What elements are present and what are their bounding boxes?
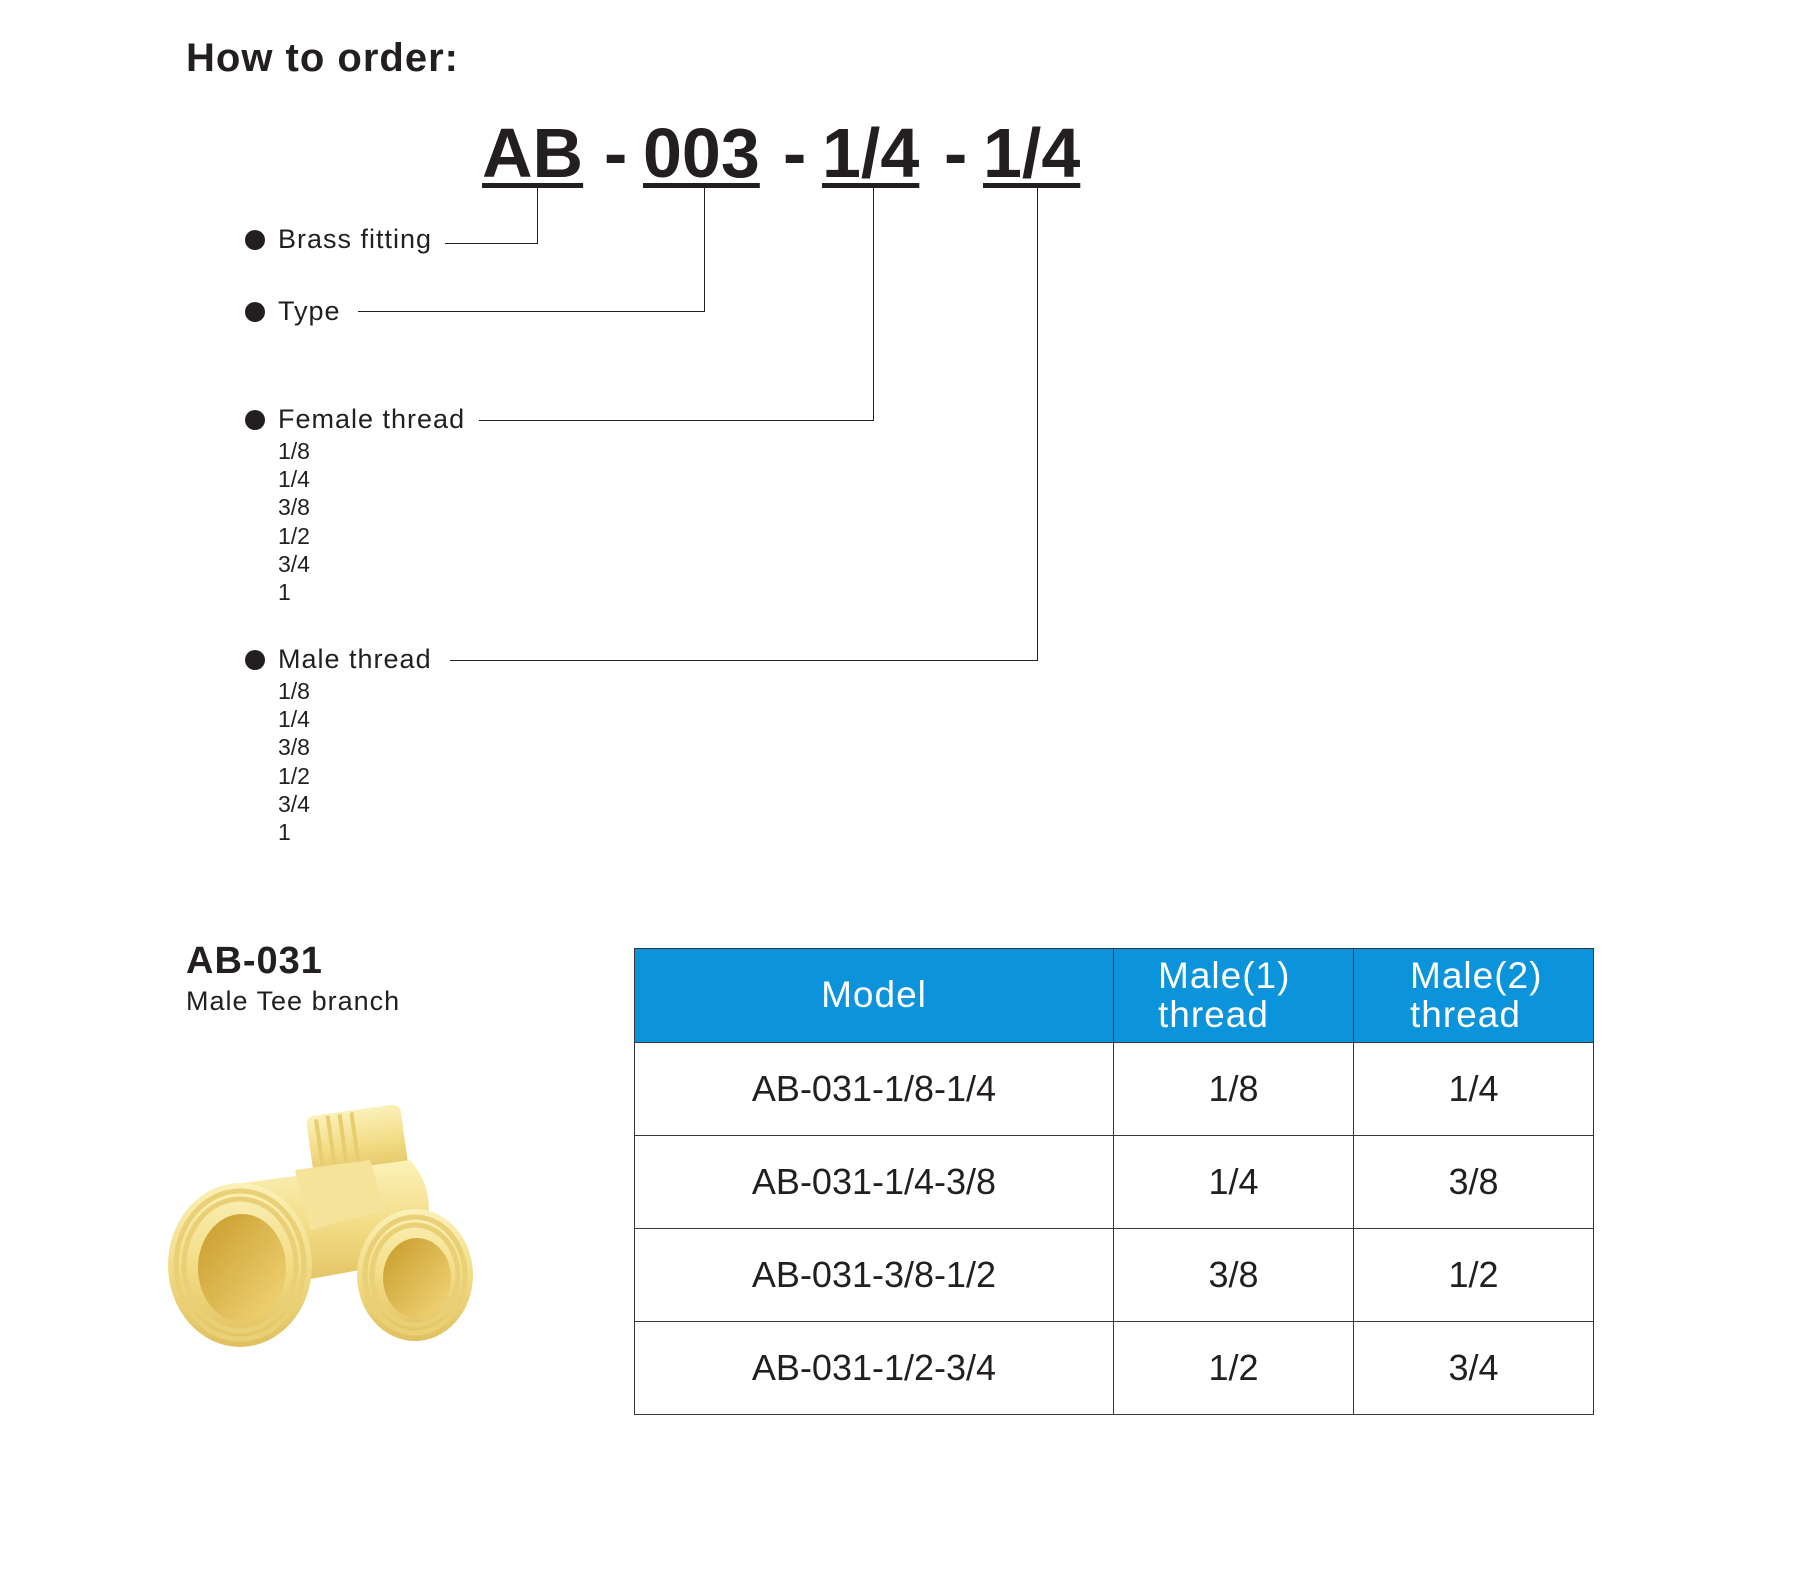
- option-item: 1/4: [278, 466, 310, 493]
- option-item: 1: [278, 818, 291, 845]
- column-header-model: [635, 949, 1114, 1043]
- code-female-thread: 1/4: [822, 114, 920, 192]
- column-header-male1-line2: thread: [1158, 993, 1269, 1035]
- option-item: 3/4: [278, 790, 310, 817]
- brass-male-tee-fitting-icon: [160, 1090, 490, 1380]
- option-item: 1: [278, 578, 291, 605]
- cell-model: AB-031-3/8-1/2: [635, 1229, 1114, 1322]
- leader-male-horizontal: [450, 660, 1038, 661]
- option-item: 1/2: [278, 762, 310, 789]
- field-label-female-thread: Female thread: [278, 404, 466, 434]
- cell-male1: 1/4: [1114, 1136, 1354, 1229]
- female-thread-options: [278, 437, 310, 606]
- how-to-order-title: How to order:: [186, 36, 459, 80]
- field-label-type: Type: [278, 296, 341, 326]
- table-row: [635, 1322, 1594, 1415]
- field-label-brass-fitting: Brass fitting: [278, 224, 433, 254]
- column-header-model-label: Model: [821, 974, 927, 1016]
- code-male-thread: 1/4: [983, 114, 1081, 192]
- option-item: 3/4: [278, 550, 310, 577]
- code-prefix: AB: [482, 114, 584, 192]
- option-item: 3/8: [278, 734, 310, 761]
- column-header-male1: [1114, 949, 1354, 1043]
- bullet-icon: [245, 230, 265, 250]
- end-left: [168, 1183, 312, 1347]
- column-header-male1-line1: Male(1): [1158, 954, 1291, 996]
- table-row: [635, 1229, 1594, 1322]
- cell-male2: 3/4: [1354, 1322, 1594, 1415]
- leader-male-vertical: [1037, 186, 1038, 661]
- column-header-male2-line2: thread: [1410, 993, 1521, 1035]
- bullet-icon: [245, 650, 265, 670]
- cell-male2: 3/8: [1354, 1136, 1594, 1229]
- cell-male2: 1/4: [1354, 1043, 1594, 1136]
- cell-model: AB-031-1/4-3/8: [635, 1136, 1114, 1229]
- column-header-male2-line1: Male(2): [1410, 954, 1543, 996]
- leader-female-vertical: [873, 186, 874, 421]
- cell-model: AB-031-1/2-3/4: [635, 1322, 1114, 1415]
- option-item: 1/8: [278, 438, 310, 464]
- table-row: [635, 1136, 1594, 1229]
- cell-male1: 1/2: [1114, 1322, 1354, 1415]
- option-item: 3/8: [278, 494, 310, 521]
- end-right: [357, 1209, 473, 1341]
- option-item: 1/8: [278, 678, 310, 704]
- table-row: [635, 1043, 1594, 1136]
- leader-brass-horizontal: [445, 243, 538, 244]
- male-thread-options: [278, 677, 310, 846]
- leader-brass-vertical: [537, 186, 538, 244]
- code-separator-3: -: [944, 114, 968, 192]
- bullet-icon: [245, 302, 265, 322]
- cell-male2: 1/2: [1354, 1229, 1594, 1322]
- leader-female-horizontal: [479, 420, 874, 421]
- cell-male1: 3/8: [1114, 1229, 1354, 1322]
- bullet-icon: [245, 410, 265, 430]
- cell-model: AB-031-1/8-1/4: [635, 1043, 1114, 1136]
- code-separator-2: -: [783, 114, 807, 192]
- product-description: Male Tee branch: [186, 986, 401, 1016]
- spec-table: [634, 948, 1594, 1415]
- table-header-row: [635, 949, 1594, 1043]
- product-model-code: AB-031: [186, 940, 323, 982]
- code-type: 003: [643, 114, 760, 192]
- option-item: 1/4: [278, 706, 310, 733]
- leader-type-horizontal: [358, 311, 705, 312]
- field-label-male-thread: Male thread: [278, 644, 432, 674]
- leader-type-vertical: [704, 186, 705, 312]
- cell-male1: 1/8: [1114, 1043, 1354, 1136]
- option-item: 1/2: [278, 522, 310, 549]
- code-separator-1: -: [604, 114, 628, 192]
- column-header-male2: [1354, 949, 1594, 1043]
